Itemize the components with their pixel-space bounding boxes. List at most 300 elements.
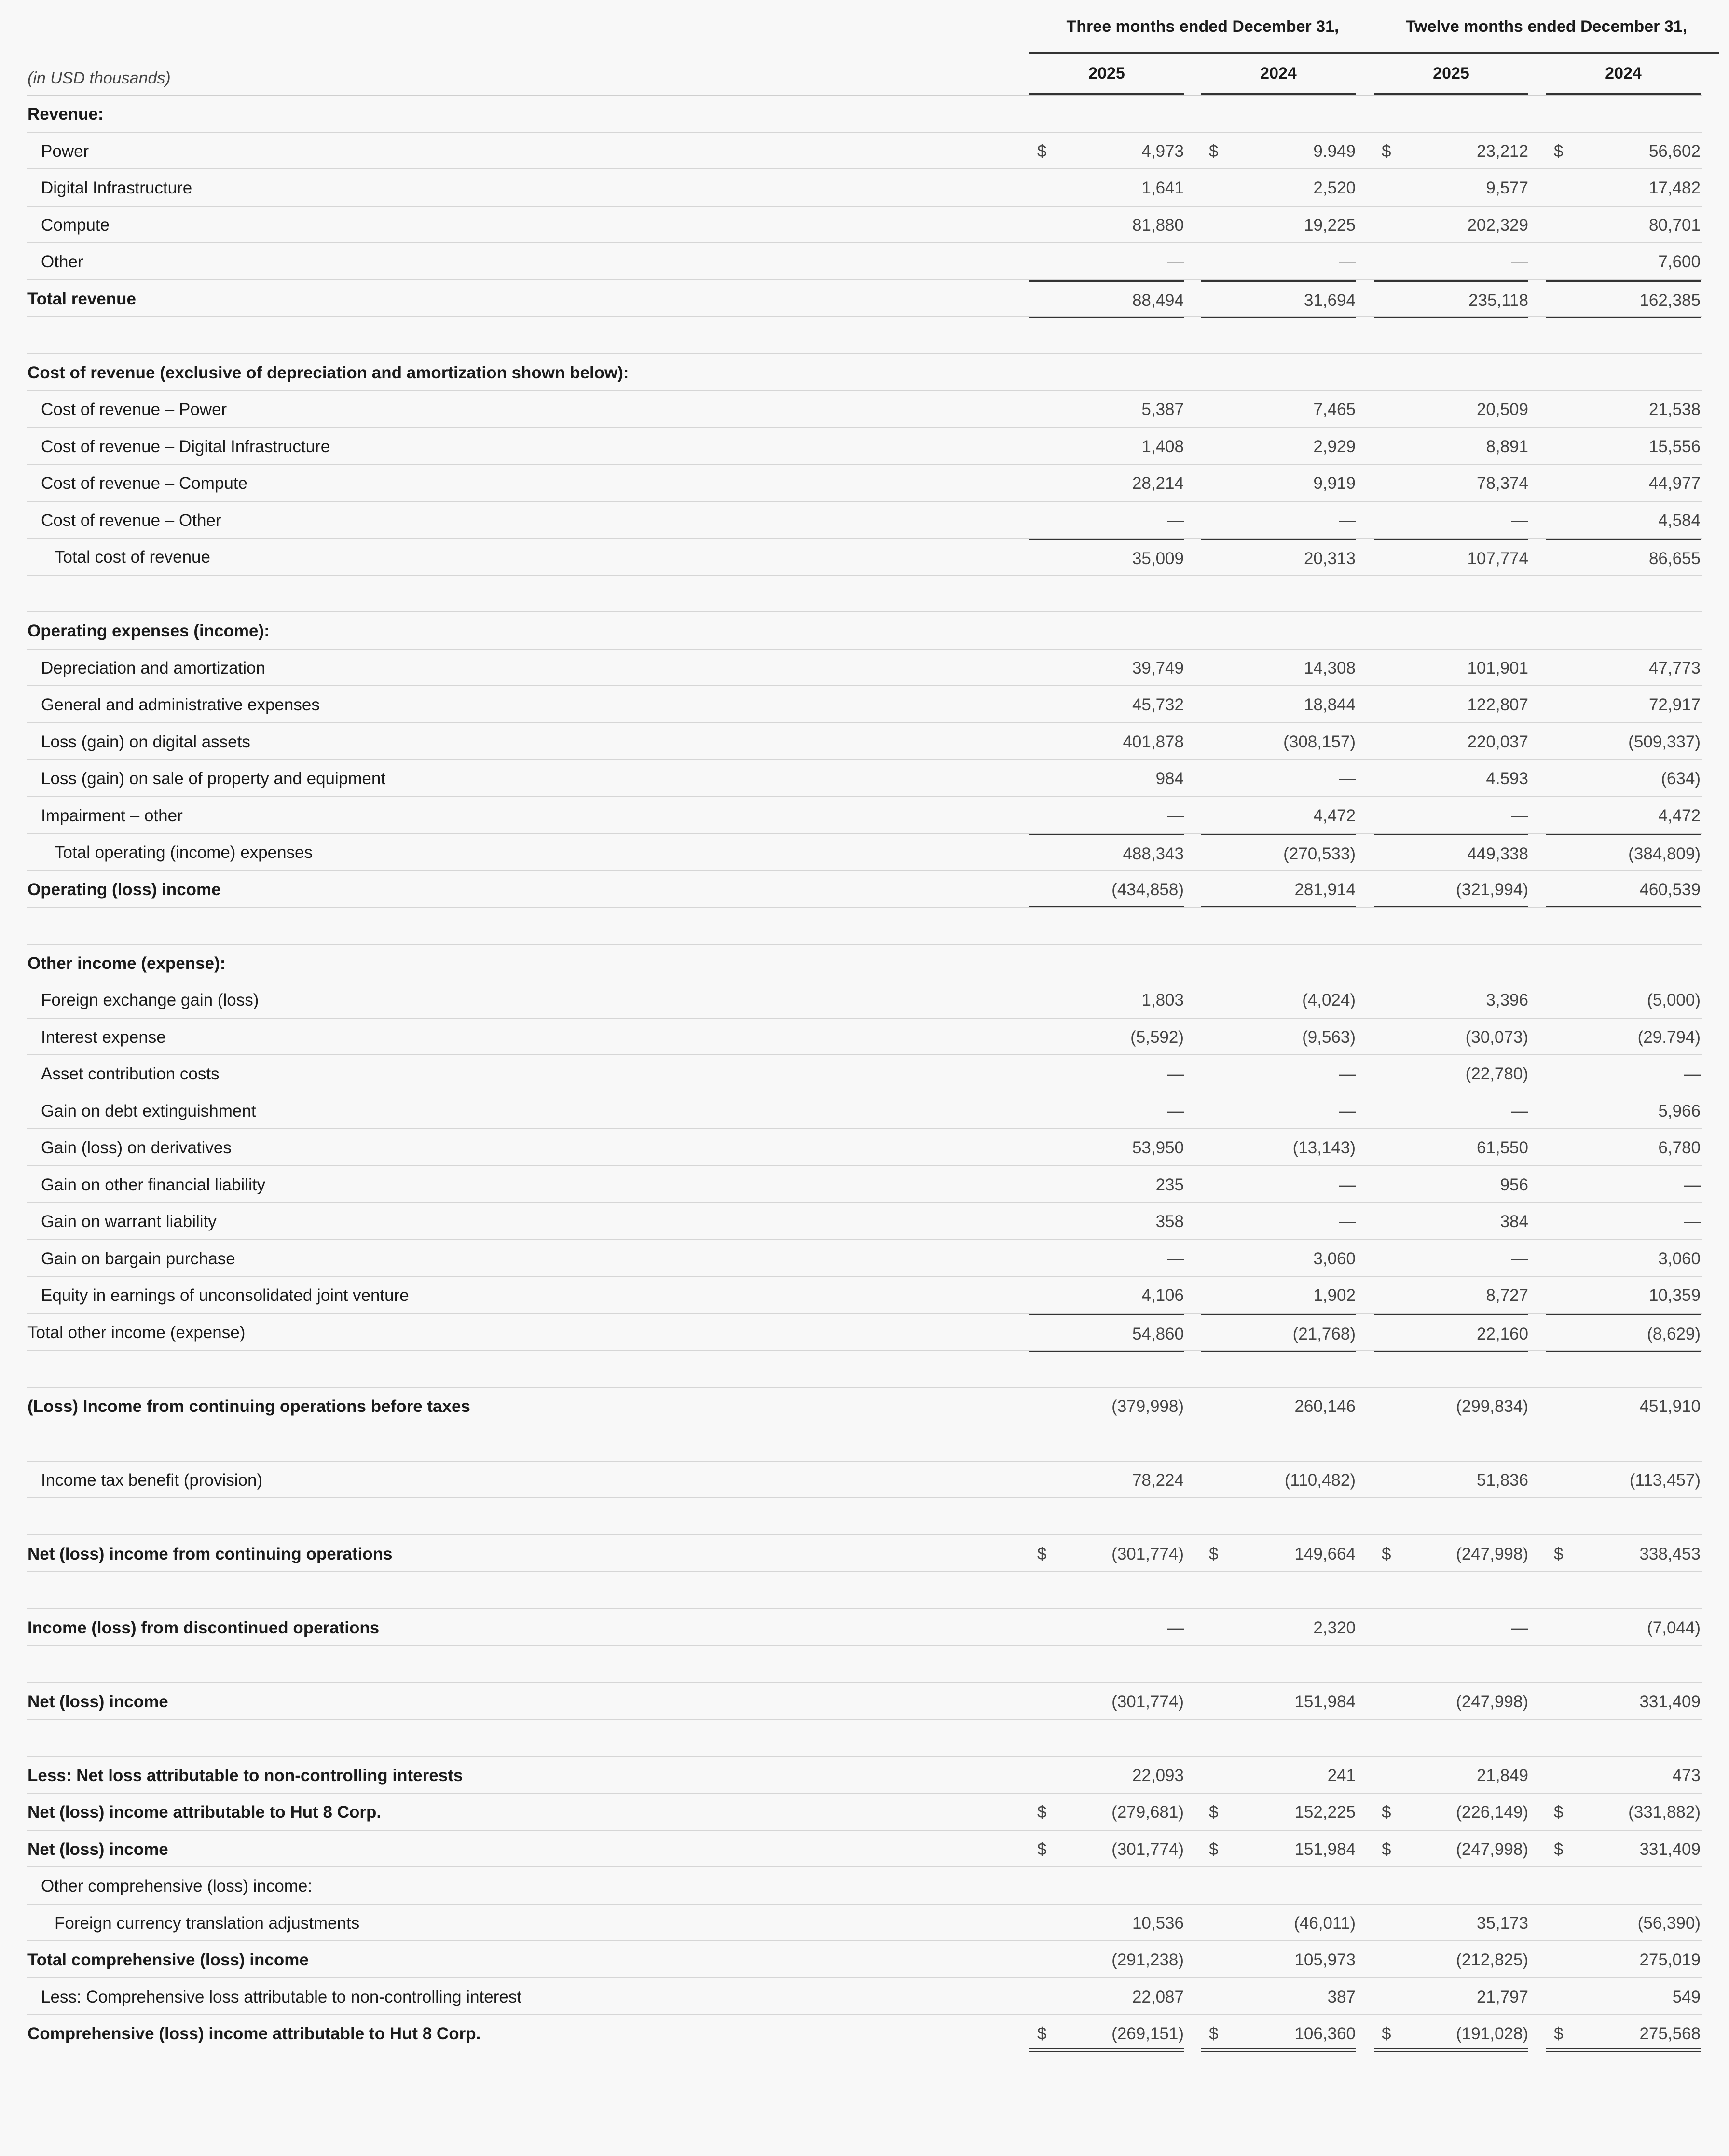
value-cell xyxy=(1546,723,1701,760)
value-cell xyxy=(1029,1314,1184,1352)
value-cell xyxy=(1546,391,1701,428)
table-row xyxy=(27,1977,1702,2015)
cell-value: 5,387 xyxy=(1141,400,1184,419)
value-cell xyxy=(1029,1388,1184,1424)
row-label: Compute xyxy=(41,215,110,235)
value-cell xyxy=(1546,797,1701,834)
value-cell xyxy=(1029,723,1184,760)
value-cell xyxy=(1546,981,1701,1018)
cell-value: 473 xyxy=(1672,1766,1701,1785)
value-cell xyxy=(1374,723,1528,760)
cell-value: (270,533) xyxy=(1283,844,1356,863)
year-header: 2024 xyxy=(1260,64,1297,83)
cell-value: 149,664 xyxy=(1294,1544,1356,1563)
value-cell xyxy=(1546,1388,1701,1424)
value-cell xyxy=(1546,686,1701,723)
group-header-three-months: Three months ended December 31, xyxy=(1066,17,1339,36)
value-cell xyxy=(1201,1019,1356,1055)
currency-symbol: $ xyxy=(1554,141,1564,161)
cell-value: 18,844 xyxy=(1304,695,1356,714)
cell-value: — xyxy=(1511,806,1528,825)
value-cell xyxy=(1374,797,1528,834)
row-label: Other comprehensive (loss) income: xyxy=(41,1877,313,1895)
value-cell xyxy=(1374,1055,1528,1092)
row-label: Net (loss) income xyxy=(27,1692,168,1711)
cell-value: 56,602 xyxy=(1648,141,1701,161)
row-label: Operating expenses (income): xyxy=(27,622,270,640)
cell-value: — xyxy=(1339,511,1356,530)
cell-value: (9,563) xyxy=(1302,1027,1356,1047)
year-header: 2024 xyxy=(1605,64,1642,83)
value-cell xyxy=(1546,1092,1701,1129)
value-cell xyxy=(1201,2015,1356,2052)
table-row xyxy=(27,1682,1702,1719)
cell-value: 384 xyxy=(1500,1212,1528,1231)
table-row xyxy=(27,206,1702,243)
value-cell xyxy=(1546,760,1701,797)
value-cell xyxy=(1029,539,1184,577)
cell-value: 4,973 xyxy=(1141,141,1184,161)
value-cell xyxy=(1374,686,1528,723)
table-row xyxy=(27,796,1702,833)
row-label: Loss (gain) on digital assets xyxy=(41,732,250,751)
value-cell xyxy=(1546,539,1701,577)
table-row xyxy=(27,1239,1702,1276)
value-cell xyxy=(1029,391,1184,428)
cell-value: 101,901 xyxy=(1467,658,1528,677)
row-label: Loss (gain) on sale of property and equipment xyxy=(41,769,386,788)
cell-value: 162,385 xyxy=(1639,290,1701,310)
value-cell xyxy=(1201,280,1356,318)
cell-value: — xyxy=(1511,1101,1528,1120)
value-cell xyxy=(1374,280,1528,318)
value-cell xyxy=(1201,834,1356,872)
value-cell xyxy=(1029,133,1184,169)
table-row xyxy=(27,1165,1702,1202)
value-cell xyxy=(1546,1757,1701,1794)
cell-value: 1,803 xyxy=(1141,991,1184,1009)
value-cell xyxy=(1029,1978,1184,2015)
value-cell xyxy=(1201,1166,1356,1203)
cell-value: — xyxy=(1511,1618,1528,1637)
cell-value: 78,224 xyxy=(1132,1470,1184,1490)
value-cell xyxy=(1029,502,1184,539)
cell-value: 275,568 xyxy=(1639,2024,1701,2043)
cell-value: (301,774) xyxy=(1112,1544,1184,1563)
cell-value: 3,396 xyxy=(1486,991,1528,1009)
row-label: Other income (expense): xyxy=(27,954,226,973)
table-row xyxy=(27,1608,1702,1645)
row-label: Income (loss) from discontinued operations xyxy=(27,1618,380,1637)
value-cell xyxy=(1029,686,1184,723)
row-label: Interest expense xyxy=(41,1027,166,1047)
value-cell xyxy=(1201,391,1356,428)
value-cell xyxy=(1546,1905,1701,1941)
cell-value: 23,212 xyxy=(1476,141,1528,161)
cell-value: 220,037 xyxy=(1467,732,1528,751)
cell-value: — xyxy=(1339,1101,1356,1120)
row-label: Cost of revenue – Other xyxy=(41,511,221,530)
table-row xyxy=(27,132,1702,169)
value-cell xyxy=(1374,169,1528,206)
group-underline xyxy=(1029,52,1376,54)
value-cell xyxy=(1029,834,1184,872)
value-cell xyxy=(1546,1462,1701,1498)
cell-value: — xyxy=(1167,1064,1184,1083)
value-cell xyxy=(1201,1941,1356,1978)
cell-value: 14,308 xyxy=(1304,658,1356,677)
cell-value: (7,044) xyxy=(1647,1618,1701,1637)
cell-value: 4.593 xyxy=(1486,769,1528,788)
value-cell xyxy=(1029,1019,1184,1055)
value-cell xyxy=(1201,1905,1356,1941)
cell-value: 47,773 xyxy=(1648,658,1701,677)
value-cell xyxy=(1546,465,1701,501)
value-cell xyxy=(1546,1055,1701,1092)
table-row xyxy=(27,279,1702,317)
cell-value: 281,914 xyxy=(1294,880,1356,899)
table-row xyxy=(27,353,1702,390)
currency-symbol: $ xyxy=(1382,141,1391,161)
cell-value: — xyxy=(1339,1175,1356,1194)
cell-value: 202,329 xyxy=(1467,215,1528,235)
cell-value: (634) xyxy=(1661,769,1701,788)
table-header xyxy=(27,0,1702,95)
table-row xyxy=(27,1645,1702,1682)
value-cell xyxy=(1374,1314,1528,1352)
cell-value: 28,214 xyxy=(1132,474,1184,493)
value-cell xyxy=(1546,1314,1701,1352)
cell-value: — xyxy=(1684,1212,1701,1231)
cell-value: (110,482) xyxy=(1284,1470,1356,1490)
cell-value: 106,360 xyxy=(1294,2024,1356,2043)
row-label: Net (loss) income attributable to Hut 8 Corp. xyxy=(27,1803,382,1822)
cell-value: 2,520 xyxy=(1313,179,1356,197)
value-cell xyxy=(1546,428,1701,465)
row-label: Net (loss) income xyxy=(27,1839,168,1859)
value-cell xyxy=(1201,1055,1356,1092)
value-cell xyxy=(1201,243,1356,280)
value-cell xyxy=(1201,1609,1356,1646)
cell-value: 35,173 xyxy=(1476,1913,1528,1933)
cell-value: 8,891 xyxy=(1486,437,1528,456)
cell-value: 17,482 xyxy=(1648,179,1701,197)
table-row xyxy=(27,1202,1702,1239)
value-cell xyxy=(1546,1794,1701,1830)
value-cell xyxy=(1029,871,1184,908)
cell-value: 78,374 xyxy=(1476,474,1528,493)
cell-value: 460,539 xyxy=(1639,880,1701,899)
cell-value: — xyxy=(1511,511,1528,530)
cell-value: 21,797 xyxy=(1476,1987,1528,2006)
value-cell xyxy=(1029,1092,1184,1129)
value-cell xyxy=(1374,428,1528,465)
currency-symbol: $ xyxy=(1382,1803,1391,1822)
cell-value: (212,825) xyxy=(1456,1950,1528,1969)
value-cell xyxy=(1029,428,1184,465)
cell-value: — xyxy=(1167,1101,1184,1120)
row-label: Total revenue xyxy=(27,289,136,308)
value-cell xyxy=(1029,280,1184,318)
row-label: Less: Net loss attributable to non-controlling interests xyxy=(27,1766,463,1785)
cell-value: 3,060 xyxy=(1658,1249,1701,1268)
value-cell xyxy=(1374,1388,1528,1424)
table-row xyxy=(27,1719,1702,1756)
cell-value: 5,966 xyxy=(1658,1101,1701,1120)
cell-value: (56,390) xyxy=(1637,1913,1701,1933)
cell-value: 1,641 xyxy=(1141,179,1184,197)
value-cell xyxy=(1201,465,1356,501)
table-row xyxy=(27,981,1702,1018)
cell-value: (4,024) xyxy=(1302,991,1356,1009)
row-label: Cost of revenue – Power xyxy=(41,400,227,419)
row-label: Gain on other financial liability xyxy=(41,1175,265,1194)
row-label: Gain on debt extinguishment xyxy=(41,1101,256,1120)
value-cell xyxy=(1374,465,1528,501)
value-cell xyxy=(1201,1314,1356,1352)
value-cell xyxy=(1029,1941,1184,1978)
row-label: Impairment – other xyxy=(41,806,183,825)
cell-value: 7,600 xyxy=(1658,252,1701,271)
table-row xyxy=(27,1313,1702,1350)
cell-value: 22,160 xyxy=(1476,1324,1528,1343)
value-cell xyxy=(1374,981,1528,1018)
currency-symbol: $ xyxy=(1037,1803,1047,1822)
currency-symbol: $ xyxy=(1037,2024,1047,2043)
value-cell xyxy=(1374,133,1528,169)
cell-value: 80,701 xyxy=(1648,215,1701,235)
cell-value: (509,337) xyxy=(1628,732,1701,751)
value-cell xyxy=(1201,1831,1356,1867)
cell-value: (379,998) xyxy=(1112,1396,1184,1416)
table-row xyxy=(27,722,1702,760)
cell-value: 105,973 xyxy=(1294,1950,1356,1969)
cell-value: 152,225 xyxy=(1294,1803,1356,1822)
cell-value: 22,093 xyxy=(1132,1766,1184,1785)
value-cell xyxy=(1201,428,1356,465)
table-row xyxy=(27,870,1702,907)
value-cell xyxy=(1374,1129,1528,1166)
value-cell xyxy=(1029,760,1184,797)
cell-value: — xyxy=(1167,1618,1184,1637)
cell-value: 21,849 xyxy=(1476,1766,1528,1785)
cell-value: 9.949 xyxy=(1313,141,1356,161)
cell-value: 235,118 xyxy=(1468,290,1528,310)
value-cell xyxy=(1374,871,1528,908)
value-cell xyxy=(1201,1240,1356,1277)
value-cell xyxy=(1029,1757,1184,1794)
cell-value: (434,858) xyxy=(1112,880,1184,899)
value-cell xyxy=(1029,1129,1184,1166)
value-cell xyxy=(1374,1941,1528,1978)
cell-value: (5,592) xyxy=(1130,1027,1184,1047)
cell-value: — xyxy=(1339,1212,1356,1231)
cell-value: 984 xyxy=(1155,769,1184,788)
cell-value: 44,977 xyxy=(1648,474,1701,493)
value-cell xyxy=(1546,1277,1701,1313)
cell-value: 20,509 xyxy=(1476,400,1528,419)
row-label: Cost of revenue (exclusive of depreciation and amortization shown below): xyxy=(27,363,629,382)
cell-value: 122,807 xyxy=(1467,695,1528,714)
cell-value: 107,774 xyxy=(1467,549,1528,568)
value-cell xyxy=(1201,1794,1356,1830)
table-row xyxy=(27,390,1702,427)
row-label: Gain on bargain purchase xyxy=(41,1249,235,1268)
row-label: Less: Comprehensive loss attributable to non-controlling interest xyxy=(41,1987,522,2006)
value-cell xyxy=(1029,2015,1184,2052)
value-cell xyxy=(1374,1905,1528,1941)
cell-value: 338,453 xyxy=(1639,1544,1701,1563)
cell-value: 51,836 xyxy=(1476,1470,1528,1490)
value-cell xyxy=(1374,502,1528,539)
value-cell xyxy=(1546,169,1701,206)
value-cell xyxy=(1546,1240,1701,1277)
table-row xyxy=(27,95,1702,132)
value-cell xyxy=(1546,133,1701,169)
cell-value: 31,694 xyxy=(1304,290,1356,310)
cell-value: 3,060 xyxy=(1313,1249,1356,1268)
value-cell xyxy=(1374,243,1528,280)
cell-value: 61,550 xyxy=(1476,1138,1528,1157)
value-cell xyxy=(1546,280,1701,318)
cell-value: 21,538 xyxy=(1648,400,1701,419)
value-cell xyxy=(1201,1277,1356,1313)
cell-value: 54,860 xyxy=(1132,1324,1184,1343)
row-label: Asset contribution costs xyxy=(41,1064,220,1083)
value-cell xyxy=(1374,760,1528,797)
value-cell xyxy=(1029,1203,1184,1240)
cell-value: — xyxy=(1167,252,1184,271)
cell-value: 45,732 xyxy=(1132,695,1184,714)
value-cell xyxy=(1374,1462,1528,1498)
value-cell xyxy=(1029,797,1184,834)
value-cell xyxy=(1546,1019,1701,1055)
value-cell xyxy=(1029,1055,1184,1092)
cell-value: 22,087 xyxy=(1132,1987,1184,2006)
cell-value: 7,465 xyxy=(1313,400,1356,419)
currency-symbol: $ xyxy=(1382,2024,1391,2043)
value-cell xyxy=(1201,650,1356,686)
value-cell xyxy=(1374,1277,1528,1313)
cell-value: 15,556 xyxy=(1648,437,1701,456)
value-cell xyxy=(1374,650,1528,686)
table-row xyxy=(27,907,1702,944)
row-label: Other xyxy=(41,252,83,271)
row-label: General and administrative expenses xyxy=(41,695,320,714)
value-cell xyxy=(1029,1905,1184,1941)
cell-value: 1,902 xyxy=(1313,1286,1356,1305)
cell-value: 549 xyxy=(1672,1987,1701,2006)
row-label: Income tax benefit (provision) xyxy=(41,1470,263,1490)
cell-value: (247,998) xyxy=(1456,1544,1528,1563)
cell-value: 1,408 xyxy=(1141,437,1184,456)
cell-value: 956 xyxy=(1500,1175,1528,1194)
row-label: (Loss) Income from continuing operations before taxes xyxy=(27,1396,470,1416)
cell-value: 53,950 xyxy=(1132,1138,1184,1157)
value-cell xyxy=(1029,1609,1184,1646)
value-cell xyxy=(1374,1609,1528,1646)
value-cell xyxy=(1201,1462,1356,1498)
cell-value: 8,727 xyxy=(1486,1286,1528,1305)
cell-value: 4,472 xyxy=(1313,806,1356,825)
value-cell xyxy=(1374,1831,1528,1867)
cell-value: (279,681) xyxy=(1112,1803,1184,1822)
value-cell xyxy=(1374,2015,1528,2052)
table-row xyxy=(27,316,1702,353)
cell-value: (301,774) xyxy=(1112,1839,1184,1859)
cell-value: 358 xyxy=(1155,1212,1184,1231)
value-cell xyxy=(1029,1166,1184,1203)
cell-value: (384,809) xyxy=(1628,844,1701,863)
row-label: Total cost of revenue xyxy=(55,548,210,567)
cell-value: (301,774) xyxy=(1112,1692,1184,1711)
cell-value: — xyxy=(1339,252,1356,271)
value-cell xyxy=(1029,1240,1184,1277)
table-row xyxy=(27,2014,1702,2051)
cell-value: (321,994) xyxy=(1456,880,1528,899)
currency-symbol: $ xyxy=(1382,1839,1391,1859)
value-cell xyxy=(1201,1535,1356,1572)
value-cell xyxy=(1029,243,1184,280)
row-label: Total other income (expense) xyxy=(27,1323,246,1342)
table-row xyxy=(27,1571,1702,1608)
cell-value: — xyxy=(1167,806,1184,825)
value-cell xyxy=(1201,133,1356,169)
value-cell xyxy=(1201,723,1356,760)
year-header: 2025 xyxy=(1433,64,1469,83)
value-cell xyxy=(1374,1978,1528,2015)
table-row xyxy=(27,464,1702,501)
table-row xyxy=(27,538,1702,575)
value-cell xyxy=(1029,169,1184,206)
table-row xyxy=(27,611,1702,649)
cell-value: — xyxy=(1167,511,1184,530)
cell-value: (247,998) xyxy=(1456,1692,1528,1711)
value-cell xyxy=(1374,1535,1528,1572)
table-row xyxy=(27,1497,1702,1534)
value-cell xyxy=(1029,981,1184,1018)
cell-value: (8,629) xyxy=(1647,1324,1701,1343)
cell-value: (22,780) xyxy=(1465,1064,1528,1083)
cell-value: (29.794) xyxy=(1637,1027,1701,1047)
value-cell xyxy=(1201,1129,1356,1166)
table-row xyxy=(27,1461,1702,1498)
cell-value: 4,472 xyxy=(1658,806,1701,825)
table-row xyxy=(27,649,1702,686)
currency-symbol: $ xyxy=(1554,2024,1564,2043)
value-cell xyxy=(1374,1683,1528,1720)
value-cell xyxy=(1029,1683,1184,1720)
value-cell xyxy=(1374,539,1528,577)
table-row xyxy=(27,1830,1702,1867)
value-cell xyxy=(1029,207,1184,243)
table-row xyxy=(27,1054,1702,1092)
cell-value: (226,149) xyxy=(1456,1803,1528,1822)
cell-value: 6,780 xyxy=(1658,1138,1701,1157)
group-header-twelve-months: Twelve months ended December 31, xyxy=(1405,17,1688,36)
value-cell xyxy=(1029,1277,1184,1313)
value-cell xyxy=(1201,502,1356,539)
table-row xyxy=(27,242,1702,279)
cell-value: (299,834) xyxy=(1456,1396,1528,1416)
value-cell xyxy=(1029,465,1184,501)
cell-value: 2,320 xyxy=(1313,1618,1356,1637)
value-cell xyxy=(1201,539,1356,577)
value-cell xyxy=(1029,1535,1184,1572)
row-label: Depreciation and amortization xyxy=(41,658,265,677)
currency-symbol: $ xyxy=(1209,1544,1219,1563)
cell-value: 39,749 xyxy=(1132,658,1184,677)
